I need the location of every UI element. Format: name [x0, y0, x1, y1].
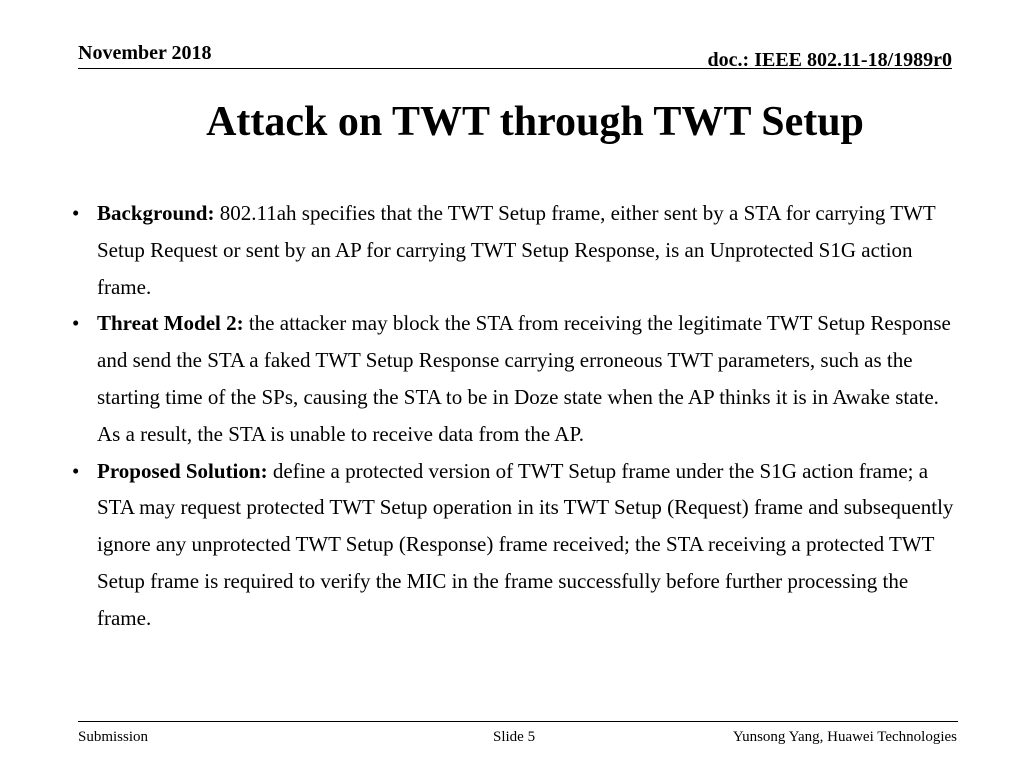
bullet-icon: •	[72, 311, 80, 336]
footer-divider	[78, 721, 958, 722]
bullet-text: the attacker may block the STA from receiving the legitimate TWT Setup Response and send the STA a faked TWT Setup Response carrying erroneous TWT parameters, such as the starting time of the SPs, causing the STA to be in Doze state when the AP thinks it is in Awake state. As a result, the STA is unable to receive data from the AP.	[97, 311, 951, 446]
bullet-threat-model	[72, 305, 962, 452]
bullet-lead: Proposed Solution:	[97, 458, 268, 483]
footer-slide-number: Slide 5	[493, 729, 536, 745]
footer-author: Yunsong Yang, Huawei Technologies	[732, 729, 957, 745]
bullet-lead: Background:	[97, 201, 215, 225]
slide-title: Attack on TWT through TWT Setup	[206, 99, 864, 145]
bullet-icon: •	[72, 458, 80, 483]
bullet-text: 802.11ah specifies that the TWT Setup frame, either sent by a STA for carrying TWT Setup Request or sent by an AP for carrying TWT Setup Response, is an Unprotected S1G action frame.	[97, 201, 936, 299]
bullet-list	[72, 195, 962, 637]
header-divider	[78, 68, 952, 69]
bullet-text: define a protected version of TWT Setup frame under the S1G action frame; a STA may request protected TWT Setup operation in its TWT Setup (Request) frame and subsequently ignore any unprotected TWT Setup (Response) frame received; the STA receiving a protected TWT Setup frame is required to verify the MIC in the frame successfully before further processing the frame.	[97, 458, 954, 630]
bullet-icon: •	[72, 201, 80, 225]
header-date: November 2018	[78, 42, 212, 64]
bullet-proposed-solution	[72, 453, 962, 637]
footer-submission: Submission	[78, 729, 149, 745]
bullet-background	[72, 195, 962, 305]
header-doc-id: doc.: IEEE 802.11-18/1989r0	[707, 49, 952, 71]
bullet-lead: Threat Model 2:	[97, 311, 244, 336]
